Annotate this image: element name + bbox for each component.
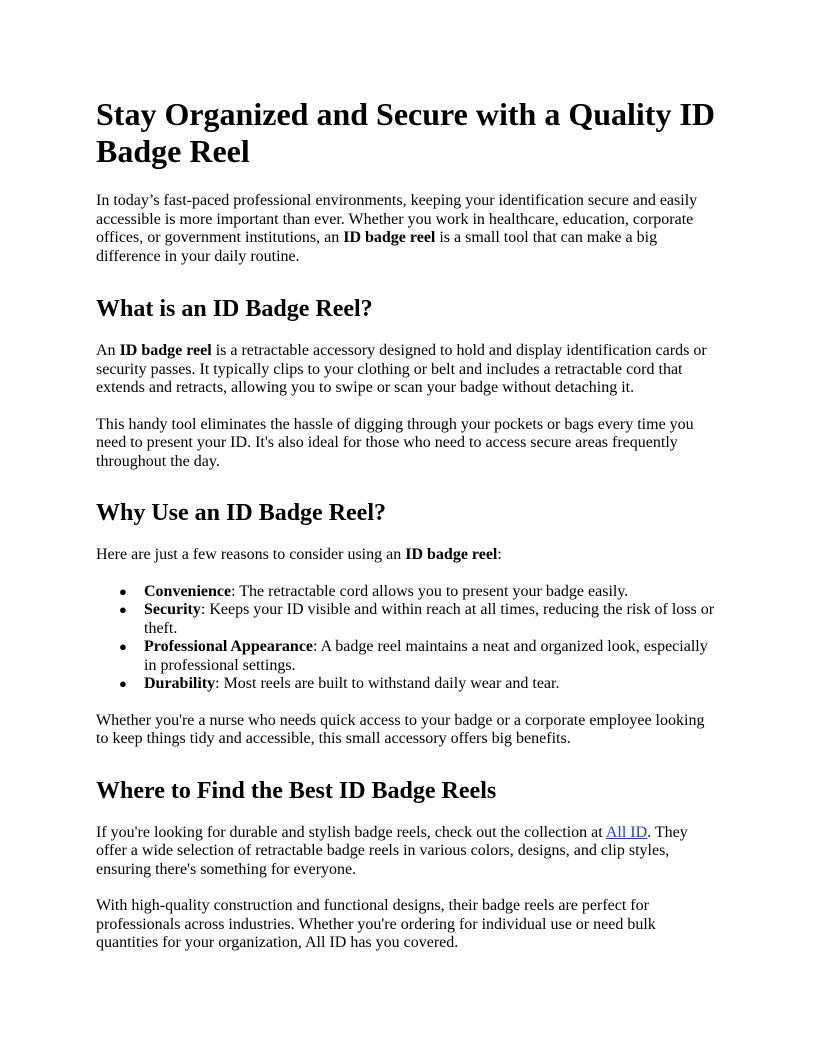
- intro-text-end: is a small tool that can make a big difference in your daily routine.: [96, 229, 658, 265]
- all-id-link[interactable]: All ID: [605, 823, 648, 841]
- list-item-text: : A badge reel maintains a neat and organized look, especially in professional settings.: [144, 638, 708, 674]
- where-paragraph-1: [96, 824, 716, 880]
- list-item-text: : Keeps your ID visible and within reach at all times, reducing the risk of loss or theft.: [144, 601, 715, 637]
- what-is-paragraph-2: This handy tool eliminates the hassle of digging through your pockets or bags every time you need to present your ID. It's also ideal for those who need to access secure areas frequently throughout the day.: [96, 415, 694, 470]
- section-heading-where-to-find: Where to Find the Best ID Badge Reels: [96, 777, 497, 804]
- list-item-label: Security: [144, 601, 201, 618]
- why-use-bold-term: ID badge reel: [405, 546, 498, 563]
- why-use-lead-start: Here are just a few reasons to consider using an: [96, 546, 406, 563]
- list-item-label: Convenience: [144, 582, 232, 600]
- what-is-paragraph-1: [96, 342, 716, 398]
- list-item: [119, 582, 716, 602]
- list-item-label: Durability: [144, 675, 216, 692]
- why-use-lead: [96, 546, 716, 565]
- list-item-text: : The retractable cord allows you to present your badge easily.: [231, 582, 629, 600]
- list-item: [119, 601, 716, 638]
- what-is-text-start: An: [96, 342, 120, 359]
- section-heading-what-is: What is an ID Badge Reel?: [96, 296, 373, 322]
- list-item: [119, 638, 716, 675]
- intro-paragraph: [96, 192, 716, 266]
- bullet-icon: ●: [119, 602, 127, 617]
- intro-bold-term: ID badge reel: [343, 229, 436, 246]
- where-text-start: If you're looking for durable and stylish badge reels, check out the collection at: [96, 823, 606, 841]
- bullet-icon: ●: [119, 639, 127, 654]
- section-heading-why-use: Why Use an ID Badge Reel?: [96, 500, 387, 526]
- bullet-icon: ●: [119, 583, 127, 599]
- why-use-closing: Whether you're a nurse who needs quick access to your badge or a corporate employee looking to keep things tidy and accessible, this small accessory offers big benefits.: [96, 711, 705, 747]
- page-title: Stay Organized and Secure with a Quality ID Badge Reel: [96, 96, 715, 169]
- why-use-lead-end: :: [497, 546, 502, 563]
- what-is-text-end: is a retractable accessory designed to hold and display identification cards or security passes. It typically clips to your clothing or belt and includes a retractable cord that extends and retracts, allowing you to swipe or scan your badge without detaching it.: [96, 342, 707, 396]
- intro-text-start: In today’s fast-paced professional environments, keeping your identification secure and easily accessible is more important than ever. Whether you work in healthcare, education, corporate offices, or government institutions, an: [96, 192, 698, 246]
- bullet-icon: ●: [119, 676, 127, 691]
- where-paragraph-2: With high-quality construction and functional designs, their badge reels are perfect for professionals across industries. Whether you're ordering for individual use or need bulk quantities for your organization, All ID has you covered.: [96, 897, 656, 951]
- list-item: [119, 675, 716, 694]
- list-item-label: Professional Appearance: [144, 638, 314, 655]
- list-item-text: : Most reels are built to withstand daily wear and tear.: [215, 675, 560, 692]
- reasons-list: [96, 583, 716, 694]
- what-is-bold-term: ID badge reel: [119, 342, 212, 359]
- where-text-end: . They offer a wide selection of retractable badge reels in various colors, designs, and clip styles, ensuring there's something for everyone.: [96, 823, 688, 878]
